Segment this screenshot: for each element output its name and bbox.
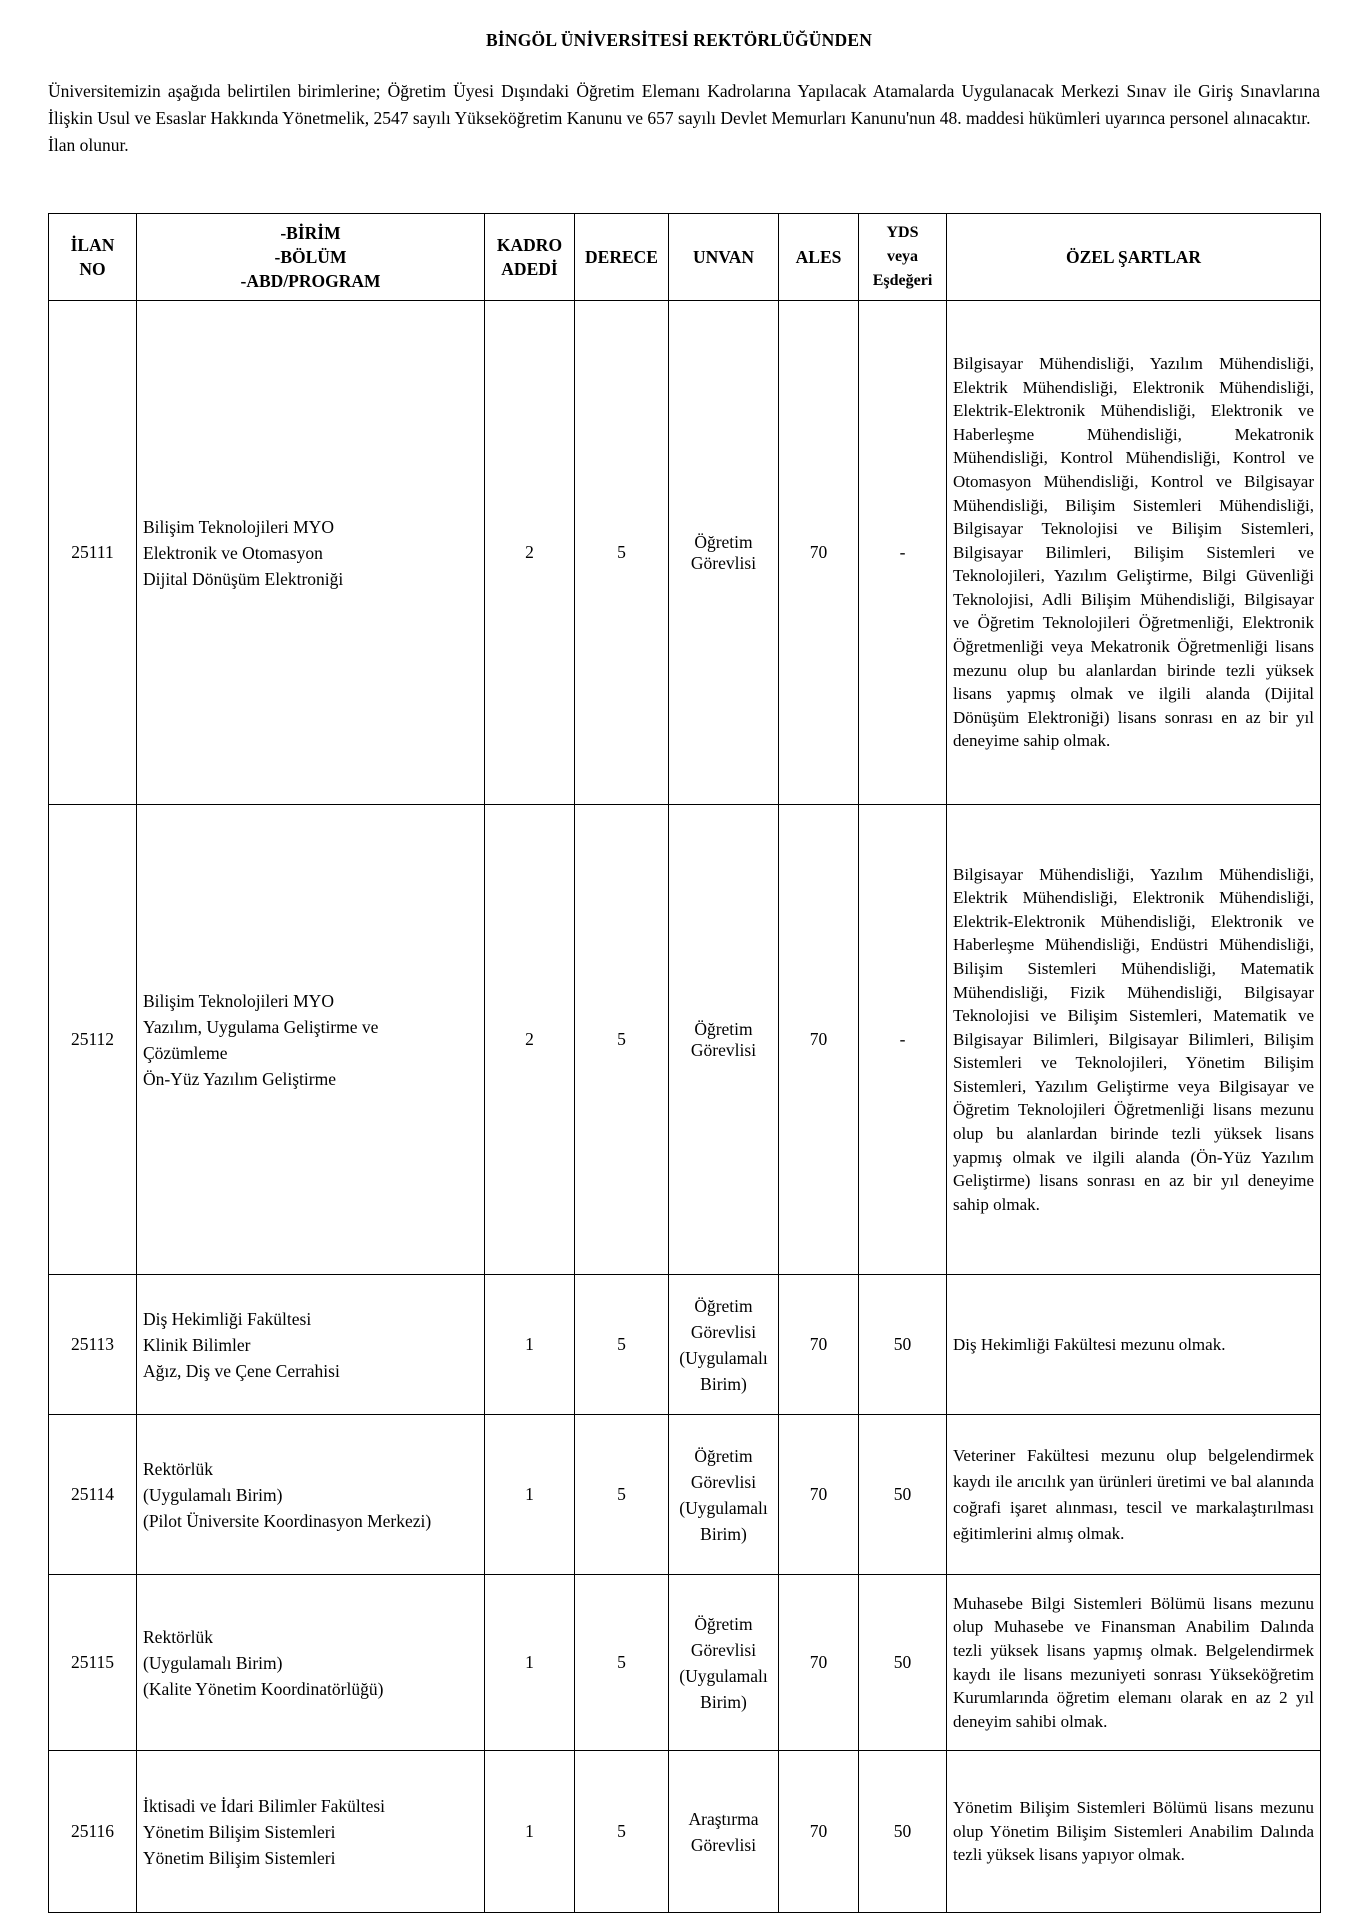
ozel-sartlar-cell: Veteriner Fakültesi mezunu olup belgelendirmek kaydı ile arıcılık yan ürünleri üretimi ve bal alanında coğrafi işaret alınması, tescil ve markalaştırılması eğitimlerini almış olmak. xyxy=(947,1415,1321,1575)
page-title: BİNGÖL ÜNİVERSİTESİ REKTÖRLÜĞÜNDEN xyxy=(485,30,873,50)
header-kadro-adedi: KADRO ADEDİ xyxy=(485,214,575,301)
ilan-no-cell: 25111 xyxy=(49,301,137,805)
ilan-no-cell: 25115 xyxy=(49,1575,137,1751)
yds-cell: 50 xyxy=(859,1275,947,1415)
birim-cell: Bilişim Teknolojileri MYO Elektronik ve Otomasyon Dijital Dönüşüm Elektroniği xyxy=(137,301,485,805)
kadro-cell: 1 xyxy=(485,1415,575,1575)
header-derece: DERECE xyxy=(575,214,669,301)
ozel-sartlar-cell: Bilgisayar Mühendisliği, Yazılım Mühendisliği, Elektrik Mühendisliği, Elektronik Mühendisliği, Elektrik-Elektronik Mühendisliği, Elektronik ve Haberleşme Mühendisliği, Mekatronik Mühendisliği, Kontrol Mühendisliği, Kontrol ve Otomasyon Mühendisliği, Kontrol ve Bilgisayar Mühendisliği, Bilişim Sistemleri Mühendisliği, Bilgisayar Teknolojisi ve Bilişim Sistemleri, Bilgisayar Bilimleri, Bilişim Sistemleri ve Teknolojileri, Yazılım Geliştirme, Bilgi Güvenliği Teknolojisi, Adli Bilişim Mühendisliği, Bilgisayar ve Öğretim Teknolojileri Öğretmenliği, Elektronik Öğretmenliği veya Mekatronik Öğretmenliği lisans mezunu olup bu alanlardan birinde tezli yüksek lisans yapmış olmak ve ilgili alanda (Dijital Dönüşüm Elektroniği) lisans sonrası en az bir yıl deneyime sahip olmak. xyxy=(947,301,1321,805)
ozel-sartlar-cell: Bilgisayar Mühendisliği, Yazılım Mühendisliği, Elektrik Mühendisliği, Elektronik Mühendisliği, Elektrik-Elektronik Mühendisliği, Elektronik ve Haberleşme Mühendisliği, Endüstri Mühendisliği, Bilişim Sistemleri Mühendisliği, Matematik Mühendisliği, Fizik Mühendisliği, Bilgisayar Teknolojisi ve Bilişim Sistemleri, Matematik ve Bilgisayar Bilimleri, Bilgisayar Bilimleri, Bilişim Sistemleri ve Teknolojileri, Yönetim Bilişim Sistemleri, Yazılım Geliştirme veya Bilgisayar ve Öğretim Teknolojileri Öğretmenliği lisans mezunu olup bu alanlardan birinde tezli yüksek lisans yapmış olmak ve ilgili alanda (Ön-Yüz Yazılım Geliştirme) lisans sonrası en az bir yıl deneyime sahip olmak. xyxy=(947,805,1321,1275)
header-ilan-no: İLAN NO xyxy=(49,214,137,301)
table-header-row xyxy=(49,214,1321,301)
unvan-cell: Öğretim Görevlisi (Uygulamalı Birim) xyxy=(669,1415,779,1575)
announcement-table xyxy=(48,213,1321,1913)
ilan-no-cell: 25113 xyxy=(49,1275,137,1415)
ilan-no-cell: 25116 xyxy=(49,1751,137,1913)
kadro-cell: 2 xyxy=(485,805,575,1275)
kadro-cell: 1 xyxy=(485,1575,575,1751)
unvan-cell: Araştırma Görevlisi xyxy=(669,1751,779,1913)
header-ales: ALES xyxy=(779,214,859,301)
kadro-cell: 1 xyxy=(485,1751,575,1913)
table-row xyxy=(49,1751,1321,1913)
header-yds: YDS veya Eşdeğeri xyxy=(859,214,947,301)
ales-cell: 70 xyxy=(779,1415,859,1575)
ales-cell: 70 xyxy=(779,1575,859,1751)
kadro-cell: 1 xyxy=(485,1275,575,1415)
header-unvan: UNVAN xyxy=(669,214,779,301)
yds-cell: 50 xyxy=(859,1415,947,1575)
ales-cell: 70 xyxy=(779,1275,859,1415)
derece-cell: 5 xyxy=(575,1415,669,1575)
table-row xyxy=(49,1415,1321,1575)
derece-cell: 5 xyxy=(575,805,669,1275)
ales-cell: 70 xyxy=(779,805,859,1275)
unvan-cell: Öğretim Görevlisi xyxy=(669,805,779,1275)
ales-cell: 70 xyxy=(779,301,859,805)
header-birim: -BİRİM -BÖLÜM -ABD/PROGRAM xyxy=(137,214,485,301)
table-row xyxy=(49,301,1321,805)
derece-cell: 5 xyxy=(575,301,669,805)
unvan-cell: Öğretim Görevlisi (Uygulamalı Birim) xyxy=(669,1575,779,1751)
ozel-sartlar-cell: Yönetim Bilişim Sistemleri Bölümü lisans mezunu olup Yönetim Bilişim Sistemleri Anabilim Dalında tezli yüksek lisans yapıyor olmak. xyxy=(947,1751,1321,1913)
intro-text xyxy=(48,78,1320,159)
yds-cell: - xyxy=(859,805,947,1275)
derece-cell: 5 xyxy=(575,1751,669,1913)
table-row xyxy=(49,1275,1321,1415)
birim-cell: Diş Hekimliği Fakültesi Klinik Bilimler Ağız, Diş ve Çene Cerrahisi xyxy=(137,1275,485,1415)
table-row xyxy=(49,805,1321,1275)
intro-closing: İlan olunur. xyxy=(48,135,129,155)
kadro-cell: 2 xyxy=(485,301,575,805)
unvan-cell: Öğretim Görevlisi (Uygulamalı Birim) xyxy=(669,1275,779,1415)
intro-paragraph: Üniversitemizin aşağıda belirtilen birimlerine; Öğretim Üyesi Dışındaki Öğretim Elemanı Kadrolarına Yapılacak Atamalarda Uygulanacak Merkezi Sınav ile Giriş Sınavlarına İlişkin Usul ve Esaslar Hakkında Yönetmelik, 2547 sayılı Yükseköğretim Kanunu ve 657 sayılı Devlet Memurları Kanunu'nun 48. maddesi hükümleri uyarınca personel alınacaktır. xyxy=(48,81,1320,128)
unvan-cell: Öğretim Görevlisi xyxy=(669,301,779,805)
ilan-no-cell: 25112 xyxy=(49,805,137,1275)
yds-cell: 50 xyxy=(859,1575,947,1751)
derece-cell: 5 xyxy=(575,1275,669,1415)
yds-cell: - xyxy=(859,301,947,805)
birim-cell: Rektörlük (Uygulamalı Birim) (Kalite Yönetim Koordinatörlüğü) xyxy=(137,1575,485,1751)
birim-cell: İktisadi ve İdari Bilimler Fakültesi Yönetim Bilişim Sistemleri Yönetim Bilişim Sistemleri xyxy=(137,1751,485,1913)
yds-cell: 50 xyxy=(859,1751,947,1913)
birim-cell: Bilişim Teknolojileri MYO Yazılım, Uygulama Geliştirme ve Çözümleme Ön-Yüz Yazılım Geliştirme xyxy=(137,805,485,1275)
ales-cell: 70 xyxy=(779,1751,859,1913)
table-row xyxy=(49,1575,1321,1751)
derece-cell: 5 xyxy=(575,1575,669,1751)
birim-cell: Rektörlük (Uygulamalı Birim) (Pilot Üniversite Koordinasyon Merkezi) xyxy=(137,1415,485,1575)
ilan-no-cell: 25114 xyxy=(49,1415,137,1575)
ozel-sartlar-cell: Diş Hekimliği Fakültesi mezunu olmak. xyxy=(947,1275,1321,1415)
header-ozel-sartlar: ÖZEL ŞARTLAR xyxy=(947,214,1321,301)
ozel-sartlar-cell: Muhasebe Bilgi Sistemleri Bölümü lisans mezunu olup Muhasebe ve Finansman Anabilim Dalında tezli yüksek lisans yapmış olmak. Belgelendirmek kaydı ile lisans mezuniyeti sonrası Yükseköğretim Kurumlarında öğretim elemanı olarak en az 2 yıl deneyim sahibi olmak. xyxy=(947,1575,1321,1751)
